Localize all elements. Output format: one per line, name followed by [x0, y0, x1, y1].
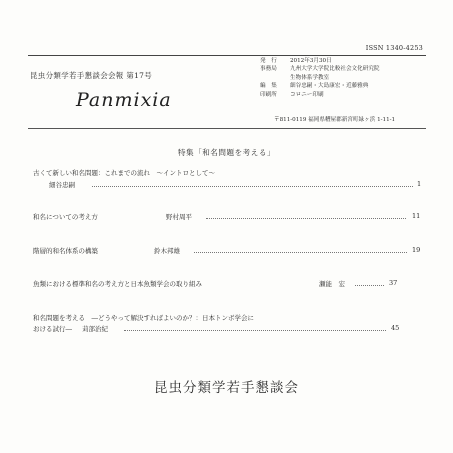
- toc-page: 45: [391, 324, 400, 332]
- toc-page: 1: [417, 180, 422, 188]
- toc-title: 和名についての考え方: [33, 213, 98, 221]
- toc-author: 瀬能 宏: [319, 280, 345, 288]
- toc-author: 苅部治紀: [82, 325, 108, 333]
- info-label: 発 行: [260, 58, 277, 64]
- journal-logo: Panmixia: [76, 89, 172, 111]
- issn: ISSN 1340-4253: [365, 44, 423, 52]
- header-divider: [28, 128, 426, 129]
- info-label: 編 集: [260, 83, 277, 90]
- info-label: 事務局: [260, 66, 277, 73]
- info-row: [260, 65, 380, 73]
- info-value: 生物体系学教室: [290, 74, 330, 81]
- toc-author: 鈴木邦雄: [154, 247, 180, 255]
- toc-leader: [194, 252, 407, 253]
- info-value: 2012年3月30日: [290, 58, 332, 64]
- society-name: 昆虫分類学若手懇談会: [154, 380, 299, 396]
- publication-info: [260, 57, 380, 99]
- toc-leader: [92, 186, 413, 187]
- toc-title: 和名問題を考える ―どうやって解決すればよいのか？：日本トンボ学会に: [33, 314, 254, 322]
- info-row: [260, 91, 380, 99]
- info-label: [260, 74, 290, 82]
- info-value: コロニー印刷: [290, 91, 324, 98]
- toc-leader: [355, 285, 384, 286]
- info-value: 九州大学大学院比較社会文化研究院: [290, 66, 380, 73]
- header-rule: [28, 55, 426, 56]
- toc-title: 魚類における標準和名の考え方と日本魚類学会の取り組み: [33, 280, 202, 288]
- toc-leader: [124, 330, 386, 331]
- toc-title-continued: おける試行―: [33, 325, 72, 333]
- postal-address: 〒811-0119 福岡県糟屋郡新宮町緑ヶ浜 1-11-1: [274, 117, 396, 123]
- info-value: 細谷忠嗣・大島康宏・近藤雅典: [290, 83, 369, 90]
- toc-page: 19: [412, 246, 421, 254]
- info-label: 印刷所: [260, 91, 277, 98]
- toc-title: 古くて新しい和名問題：これまでの流れ ～イントロとして～: [33, 169, 215, 177]
- special-feature-heading: 特集「和名問題を考える」: [177, 148, 276, 157]
- info-row: [260, 82, 380, 90]
- info-row: [260, 74, 380, 82]
- info-row: [260, 57, 380, 65]
- toc-author: 細谷忠嗣: [49, 181, 75, 189]
- series-title: 昆虫分類学若手懇談会会報 第17号: [30, 71, 153, 80]
- toc-leader: [206, 218, 406, 219]
- toc-author: 野村周平: [166, 213, 192, 221]
- toc-page: 11: [412, 212, 421, 220]
- toc-title: 階層的和名体系の構築: [33, 247, 98, 255]
- toc-page: 37: [389, 279, 398, 287]
